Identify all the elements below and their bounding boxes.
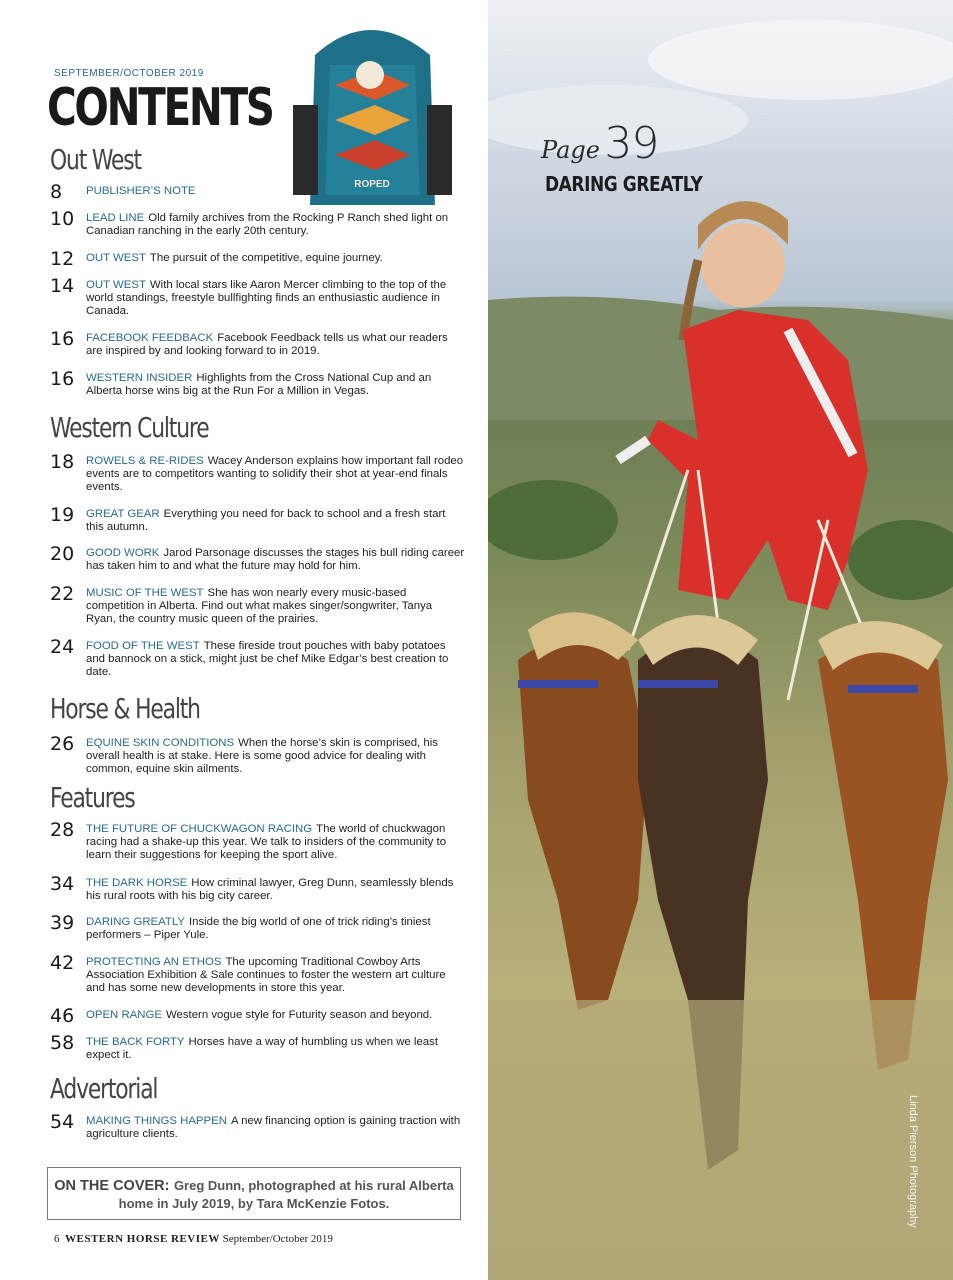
entry-keyword: OUT WEST: [86, 252, 146, 264]
entry-description: Everything you need for back to school and a fresh start this autumn.: [86, 508, 446, 533]
entry-description: When the horse’s skin is comprised, his overall health is at stake. Here is some good advice for dealing with common, equine skin ailments.: [86, 737, 438, 775]
entry-description: How criminal lawyer, Greg Dunn, seamlessly blends his rural roots with his big city career.: [86, 877, 454, 902]
entry-description: The world of chuckwagon racing had a shake-up this year. We talk to insiders of the community to learn their suggestions for keeping the sport alive.: [86, 823, 447, 861]
entry-description: Horses have a way of humbling us when we least expect it.: [86, 1036, 438, 1061]
entry-page: 28: [50, 819, 75, 841]
entry-keyword: MUSIC OF THE WEST: [86, 587, 204, 599]
toc-entry[interactable]: [50, 1032, 465, 1062]
entry-page: 18: [50, 451, 75, 473]
entry-description: Inside the big world of one of trick riding’s tiniest performers – Piper Yule.: [86, 916, 431, 941]
entry-keyword: FACEBOOK FEEDBACK: [86, 332, 214, 344]
entry-description: Old family archives from the Rocking P Ranch shed light on Canadian ranching in the early 20th century.: [86, 212, 449, 237]
toc-entry[interactable]: [50, 504, 465, 534]
entry-page: 16: [50, 368, 75, 390]
toc-entry[interactable]: [50, 208, 465, 238]
entry-keyword: FOOD OF THE WEST: [86, 640, 200, 652]
toc-entry[interactable]: [50, 1111, 465, 1141]
entry-keyword: THE BACK FORTY: [86, 1036, 185, 1048]
page-footer: [54, 1233, 333, 1245]
toc-entry[interactable]: [50, 248, 465, 270]
entry-keyword: THE FUTURE OF CHUCKWAGON RACING: [86, 823, 313, 835]
entry-keyword: EQUINE SKIN CONDITIONS: [86, 737, 235, 749]
entry-keyword: WESTERN INSIDER: [86, 372, 193, 384]
entry-keyword: GOOD WORK: [86, 547, 160, 559]
section-horse-health: Horse & Health: [50, 692, 200, 725]
entry-page: 42: [50, 952, 75, 974]
section-western-culture: Western Culture: [50, 411, 209, 444]
section-advertorial: Advertorial: [50, 1072, 158, 1105]
entry-description: She has won nearly every music-based competition in Alberta. Find out what makes singer/songwriter, Tanya Ryan, the country music queen of the prairies.: [86, 587, 433, 625]
entry-keyword: LEAD LINE: [86, 212, 145, 224]
issue-date: SEPTEMBER/OCTOBER 2019: [54, 68, 204, 79]
entry-keyword: PUBLISHER’S NOTE: [86, 185, 196, 197]
entry-page: 12: [50, 248, 75, 270]
entry-page: 14: [50, 275, 75, 297]
entry-description: A new financing option is gaining traction with agriculture clients.: [86, 1115, 461, 1140]
cover-text: Greg Dunn, photographed at his rural Alberta home in July 2019, by Tara McKenzie Fotos.: [118, 1178, 454, 1211]
entry-keyword: MAKING THINGS HAPPEN: [86, 1115, 227, 1127]
entry-keyword: OPEN RANGE: [86, 1009, 162, 1021]
toc-entry[interactable]: [50, 819, 465, 862]
cover-lead: ON THE COVER:: [54, 1178, 170, 1194]
footer-magazine: WESTERN HORSE REVIEW: [65, 1233, 220, 1245]
photo-credit-text: Linda Pierson Photography: [907, 1095, 919, 1228]
toc-entry[interactable]: [50, 733, 465, 776]
entry-description: The upcoming Traditional Cowboy Arts Association Exhibition & Sale continues to foster the western art culture and has some new developments in store this year.: [86, 956, 446, 994]
footer-issue: September/October 2019: [222, 1233, 333, 1245]
entry-description: Jarod Parsonage discusses the stages his bull riding career has taken him to and what the future may hold for him.: [86, 547, 465, 572]
entry-page: 34: [50, 873, 75, 895]
toc-entry[interactable]: [50, 636, 465, 679]
feature-title: DARING GREATLY: [545, 172, 703, 196]
entry-page: 54: [50, 1111, 75, 1133]
entry-description: The pursuit of the competitive, equine journey.: [149, 252, 383, 264]
entry-description: With local stars like Aaron Mercer climbing to the top of the world standings, freestyle bullfighting finds an enthusiastic audience in Canada.: [86, 279, 447, 317]
toc-entry[interactable]: [50, 952, 465, 995]
entry-description: Highlights from the Cross National Cup and an Alberta horse wins big at the Run For a Million in Vegas.: [86, 372, 432, 397]
toc-entry[interactable]: [50, 275, 465, 318]
entry-page: 26: [50, 733, 75, 755]
toc-entry[interactable]: [50, 912, 465, 942]
entry-keyword: GREAT GEAR: [86, 508, 160, 520]
entry-page: 24: [50, 636, 75, 658]
entry-page: 10: [50, 208, 75, 230]
toc-entry[interactable]: [50, 451, 465, 494]
on-the-cover-box: [47, 1167, 461, 1220]
entry-page: 20: [50, 543, 75, 565]
entry-page: 8: [50, 181, 63, 203]
entry-keyword: PROTECTING AN ETHOS: [86, 956, 222, 968]
entry-keyword: OUT WEST: [86, 279, 146, 291]
entry-page: 22: [50, 583, 75, 605]
entry-page: 16: [50, 328, 75, 350]
entry-description: These fireside trout pouches with baby potatoes and bannock on a stick, might just be chef Mike Edgar’s best creation to date.: [86, 640, 449, 678]
toc-entry[interactable]: [50, 368, 465, 398]
entry-keyword: ROWELS & RE-RIDES: [86, 455, 204, 467]
feature-page-callout: [541, 118, 658, 169]
entry-description: Wacey Anderson explains how important fall rodeo events are to competitors wanting to solidify their shot at year-end finals events.: [86, 455, 464, 493]
toc-entry[interactable]: [50, 543, 465, 573]
entry-description: Facebook Feedback tells us what our readers are inspired by and looking forward to in 2019.: [86, 332, 448, 357]
page-word: Page: [541, 136, 600, 164]
entry-keyword: DARING GREATLY: [86, 916, 185, 928]
entry-page: 19: [50, 504, 75, 526]
entry-page: 39: [50, 912, 75, 934]
footer-page-number: 6: [54, 1233, 60, 1245]
feature-page-number: 39: [604, 118, 659, 169]
section-out-west: Out West: [50, 143, 141, 176]
entry-page: 58: [50, 1032, 75, 1054]
toc-entry[interactable]: [50, 328, 465, 358]
section-features: Features: [50, 781, 135, 814]
toc-entry[interactable]: [50, 583, 465, 626]
entry-keyword: THE DARK HORSE: [86, 877, 188, 889]
backpack-brand: ROPED: [354, 179, 390, 190]
photo-credit: [905, 1095, 925, 1228]
toc-entry[interactable]: [50, 873, 465, 903]
toc-entry[interactable]: [50, 1005, 465, 1027]
page-title: CONTENTS: [47, 78, 273, 138]
entry-page: 46: [50, 1005, 75, 1027]
entry-description: Western vogue style for Futurity season and beyond.: [165, 1009, 433, 1021]
